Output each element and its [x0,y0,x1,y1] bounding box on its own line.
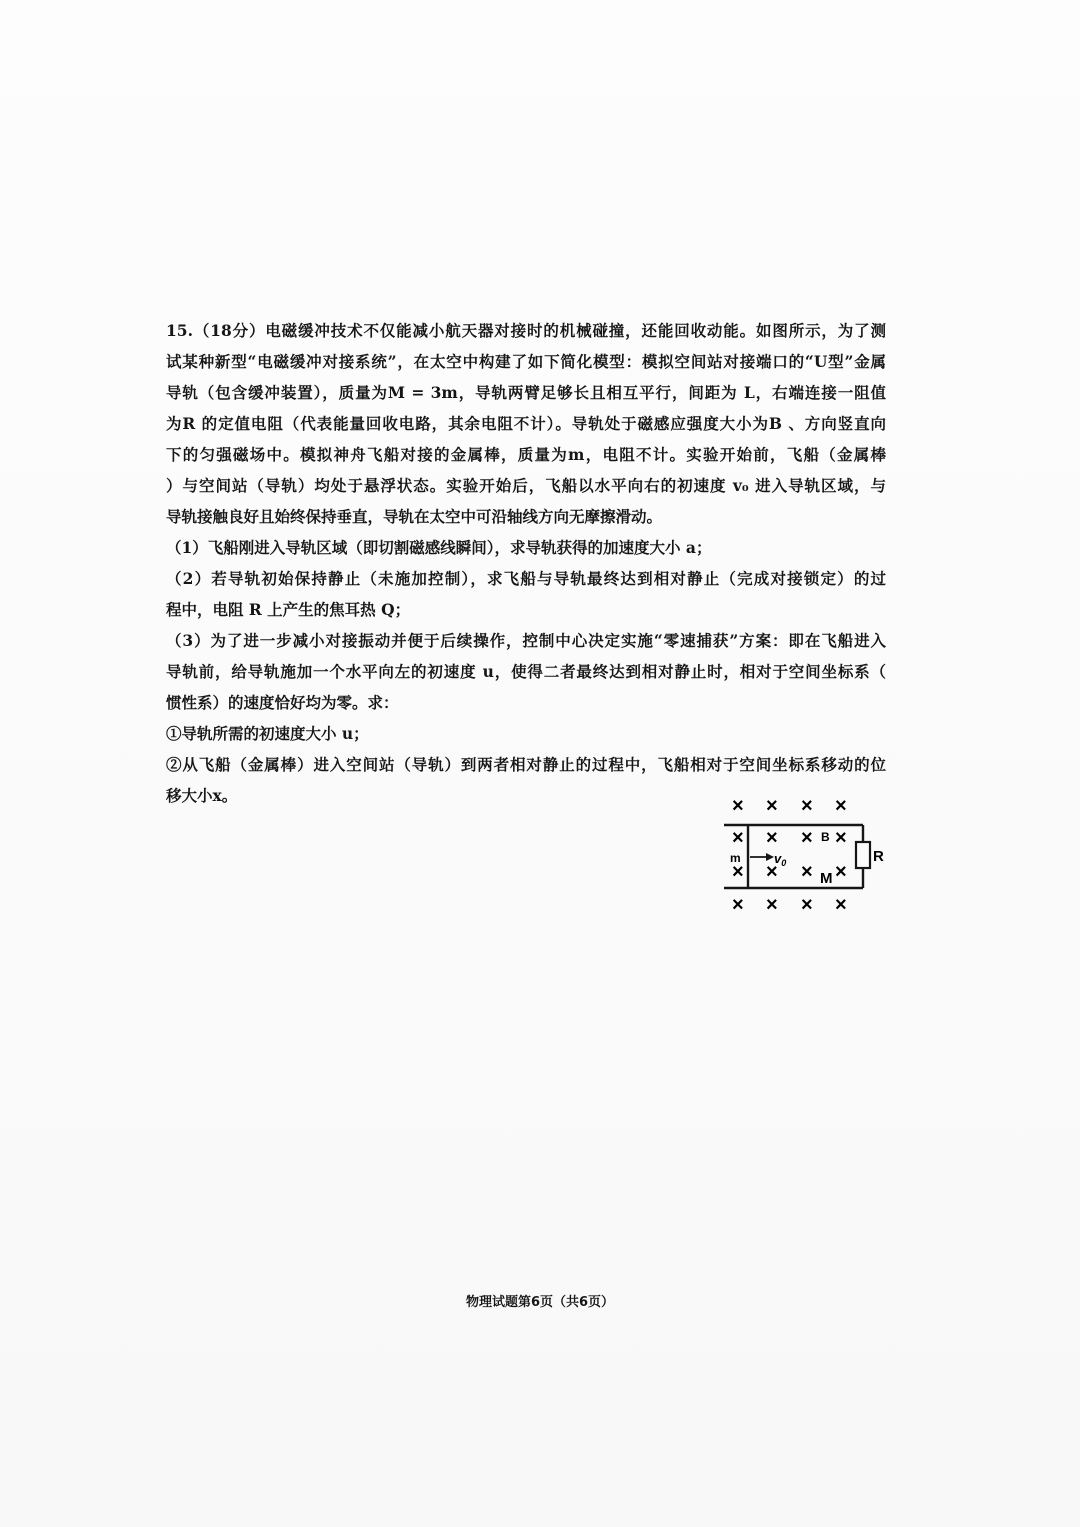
label-B: B [821,830,830,844]
rail-diagram [718,792,898,918]
field-cross: × [835,861,847,883]
question-line: ）与空间站（导轨）均处于悬浮状态。实验开始后，飞船以水平向右的初速度 v₀ 进入导轨区域，与 [166,476,886,495]
field-cross: × [801,795,813,817]
question-line: 导轨接触良好且始终保持垂直，导轨在太空中可沿轴线方向无摩擦滑动。 [166,507,663,526]
field-cross: × [766,827,778,849]
velocity-arrowhead [766,853,774,861]
field-cross: × [801,861,813,883]
resistor-R [856,842,870,868]
sub-question-2-cont: 程中，电阻 R 上产生的焦耳热 Q； [166,600,411,619]
sub-question-1: （1）飞船刚进入导轨区域（即切割磁感线瞬间），求导轨获得的加速度大小 a； [166,538,712,557]
question-line: 试某种新型“电磁缓冲对接系统”，在太空中构建了如下简化模型：模拟空间站对接端口的“U型”金属 [166,352,886,371]
field-cross: × [801,894,813,916]
sub-question-3-cont: 惯性系）的速度恰好均为零。求： [166,693,399,712]
field-cross: × [766,795,778,817]
field-cross: × [732,795,744,817]
sub-question-3-part-1: ①导轨所需的初速度大小 u； [166,724,369,743]
field-cross: × [835,894,847,916]
question-line: 下的匀强磁场中。模拟神舟飞船对接的金属棒，质量为m，电阻不计。实验开始前，飞船（金属棒 [166,445,886,464]
label-m: m [730,851,741,865]
sub-question-3-cont: 导轨前，给导轨施加一个水平向左的初速度 u，使得二者最终达到相对静止时，相对于空间坐标系（ [166,662,886,681]
field-cross: × [732,861,744,883]
field-cross: × [766,894,778,916]
field-cross: × [835,795,847,817]
label-v0 [774,851,786,868]
question-15 [166,315,886,811]
field-cross: × [732,827,744,849]
field-cross: × [766,861,778,883]
page-footer: 物理试题第6页（共6页） [465,1295,615,1310]
label-v0-subscript: 0 [781,858,787,868]
question-line: 导轨（包含缓冲装置），质量为M = 3m，导轨两臂足够长且相互平行，间距为 L，右端连接一阻值 [166,383,886,402]
field-cross: × [801,827,813,849]
question-line: 为R 的定值电阻（代表能量回收电路，其余电阻不计）。导轨处于磁感应强度大小为B 、方向竖直向 [166,414,886,433]
sub-question-3-part-2-cont: 移大小x。 [166,786,238,805]
label-M: M [820,870,833,887]
sub-question-3: （3）为了进一步减小对接振动并便于后续操作，控制中心决定实施“零速捕获”方案：即在飞船进入 [166,631,886,650]
sub-question-2: （2）若导轨初始保持静止（未施加控制），求飞船与导轨最终达到相对静止（完成对接锁定）的过 [166,569,886,588]
sub-question-3-part-2: ②从飞船（金属棒）进入空间站（导轨）到两者相对静止的过程中，飞船相对于空间坐标系移动的位 [166,755,886,774]
field-cross: × [835,827,847,849]
label-R: R [873,848,884,865]
label-v0-letter: v [774,851,782,866]
field-cross: × [732,894,744,916]
question-line: 15.（18分）电磁缓冲技术不仅能减小航天器对接时的机械碰撞，还能回收动能。如图所示，为了测 [166,321,886,340]
